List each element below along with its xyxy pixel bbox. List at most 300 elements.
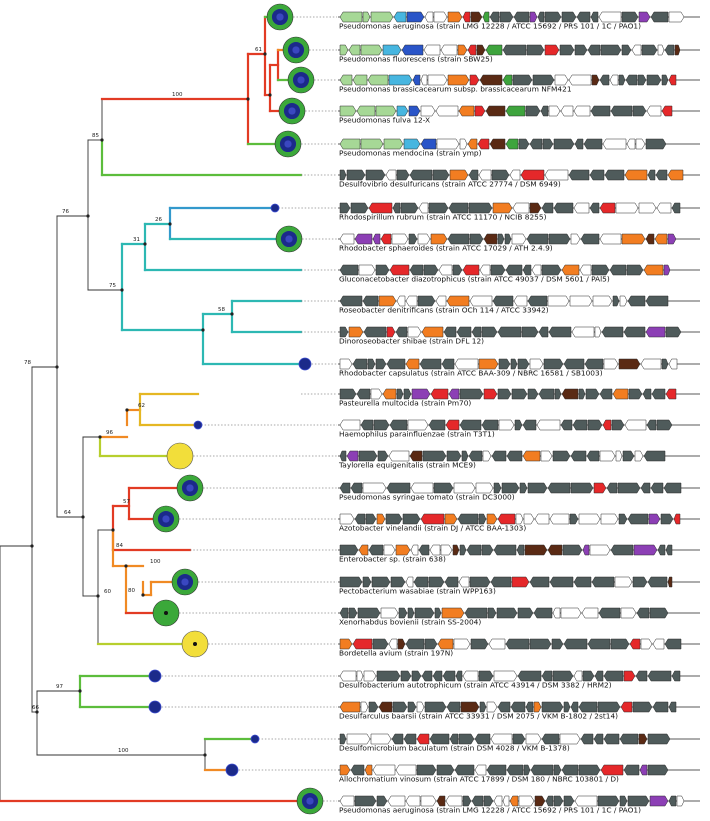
gene-arrow <box>347 170 365 180</box>
gene-arrow <box>425 639 437 649</box>
gene-arrow <box>408 420 428 430</box>
support-value: 58 <box>218 307 225 313</box>
support-value: 57 <box>123 499 130 505</box>
internal-node <box>230 312 233 315</box>
taxon-label: Pseudomonas mendocina (strain ymp) <box>339 148 482 158</box>
gene-arrow <box>417 765 436 775</box>
gene-track <box>338 608 700 618</box>
gene-arrow <box>374 420 389 430</box>
gene-arrow <box>498 702 510 712</box>
gene-arrow <box>340 702 360 712</box>
gene-arrow <box>629 389 642 399</box>
gene-arrow <box>442 608 464 618</box>
gene-arrow <box>518 671 541 681</box>
gene-arrow <box>561 608 581 618</box>
gene-arrow <box>442 359 454 369</box>
gene-arrow <box>468 45 476 55</box>
gene-arrow <box>533 75 554 85</box>
gene-arrow <box>376 106 396 116</box>
gene-arrow <box>406 577 413 587</box>
gene-arrow <box>593 296 612 306</box>
gene-arrow <box>619 359 640 369</box>
gene-arrow <box>491 265 505 275</box>
gene-arrow <box>493 203 512 213</box>
gene-arrow <box>376 359 386 369</box>
marker-core <box>276 13 283 20</box>
gene-arrow <box>675 45 680 55</box>
gene-arrow <box>486 45 502 55</box>
gene-arrow <box>522 327 538 337</box>
gene-arrow <box>340 139 360 149</box>
marker-core <box>288 107 295 114</box>
gene-arrow <box>601 45 621 55</box>
taxon-label: Azotobacter vinelandii (strain DJ / ATCC BAA-1303) <box>339 523 527 533</box>
gene-arrow <box>460 545 466 555</box>
gene-arrow <box>408 702 416 712</box>
marker-core <box>285 235 292 242</box>
gene-arrow <box>523 420 536 430</box>
gene-track <box>338 265 700 275</box>
gene-arrow <box>530 12 537 22</box>
gene-arrow <box>516 514 523 524</box>
gene-track <box>338 796 700 806</box>
gene-arrow <box>604 671 623 681</box>
gene-arrow <box>421 139 436 149</box>
marker-core <box>284 140 291 147</box>
taxon-label: Rhodobacter sphaeroides (strain ATCC 17029 / ATH 2.4.9) <box>339 243 553 253</box>
gene-arrow <box>510 796 518 806</box>
gene-arrow <box>618 483 640 493</box>
gene-arrow <box>641 359 661 369</box>
gene-arrow <box>410 170 432 180</box>
internal-node <box>111 528 114 531</box>
taxon-label: Enterobacter sp. (strain 638) <box>339 554 446 564</box>
gene-arrow <box>455 765 474 775</box>
gene-arrow <box>479 359 498 369</box>
gene-arrow <box>411 545 418 555</box>
gene-track <box>338 170 700 180</box>
gene-arrow <box>349 45 360 55</box>
gene-arrow <box>594 483 606 493</box>
gene-arrow <box>351 203 368 213</box>
gene-arrow <box>646 139 666 149</box>
gene-arrow <box>366 514 376 524</box>
gene-arrow <box>351 765 364 775</box>
gene-arrow <box>471 639 488 649</box>
gene-arrow <box>562 765 578 775</box>
gene-arrow <box>571 702 578 712</box>
taxon-label: Pseudomonas fluorescens (strain SBW25) <box>339 54 493 64</box>
gene-arrow <box>368 359 375 369</box>
gene-arrow <box>357 671 363 681</box>
gene-arrow <box>465 608 487 618</box>
gene-arrow <box>530 577 549 587</box>
gene-arrow <box>524 765 530 775</box>
gene-arrow <box>599 608 620 618</box>
gene-arrow <box>528 389 538 399</box>
gene-arrow <box>550 514 569 524</box>
gene-arrow <box>669 359 677 369</box>
gene-arrow <box>564 796 574 806</box>
gene-track <box>338 420 700 430</box>
gene-arrow <box>564 702 570 712</box>
gene-arrow <box>453 265 462 275</box>
gene-arrow <box>379 702 392 712</box>
marker-outer <box>251 735 259 743</box>
gene-arrow <box>554 139 574 149</box>
gene-arrow <box>349 608 357 618</box>
gene-arrow <box>554 796 563 806</box>
gene-arrow <box>390 420 407 430</box>
gene-arrow <box>570 296 592 306</box>
gene-arrow <box>644 265 663 275</box>
gene-arrow <box>594 734 603 744</box>
gene-arrow <box>571 234 580 244</box>
gene-arrow <box>612 420 624 430</box>
internal-node <box>86 214 89 217</box>
gene-arrow <box>613 296 619 306</box>
gene-arrow <box>569 170 589 180</box>
gene-arrow <box>666 327 681 337</box>
gene-arrow <box>561 106 573 116</box>
marker-outer <box>299 358 311 370</box>
gene-track <box>338 639 700 649</box>
support-value: 100 <box>118 748 129 754</box>
gene-arrow <box>410 451 422 461</box>
gene-arrow <box>428 75 447 85</box>
gene-arrow <box>463 796 471 806</box>
gene-arrow <box>377 514 385 524</box>
gene-arrow <box>611 545 633 555</box>
gene-arrow <box>396 765 416 775</box>
gene-arrow <box>570 514 578 524</box>
gene-arrow <box>580 265 591 275</box>
gene-arrow <box>340 75 352 85</box>
gene-arrow <box>662 106 672 116</box>
gene-arrow <box>406 796 420 806</box>
gene-arrow <box>498 514 515 524</box>
gene-arrow <box>647 106 661 116</box>
gene-arrow <box>373 765 395 775</box>
gene-arrow <box>672 671 680 681</box>
gene-arrow <box>512 577 529 587</box>
support-value: 80 <box>128 588 135 594</box>
gene-arrow <box>635 451 643 461</box>
gene-arrow <box>544 359 563 369</box>
gene-arrow <box>403 514 420 524</box>
gene-track <box>338 296 700 306</box>
gene-track <box>338 451 700 461</box>
gene-arrow <box>620 796 627 806</box>
gene-arrow <box>598 702 620 712</box>
gene-arrow <box>353 359 367 369</box>
gene-arrow <box>340 296 362 306</box>
gene-arrow <box>672 203 680 213</box>
gene-arrow <box>479 170 491 180</box>
gene-arrow <box>539 327 548 337</box>
gene-arrow <box>506 106 525 116</box>
gene-arrow <box>668 170 683 180</box>
gene-arrow <box>535 514 549 524</box>
gene-arrow <box>590 170 604 180</box>
taxon-label: Pectobacterium wasabiae (strain WPP163) <box>339 586 496 596</box>
gene-arrow <box>564 359 584 369</box>
marker-core <box>186 484 193 491</box>
gene-arrow <box>361 420 373 430</box>
gene-arrow <box>507 765 523 775</box>
leader-lines <box>155 17 337 801</box>
gene-arrow <box>650 796 668 806</box>
gene-arrow <box>513 203 529 213</box>
gene-arrow <box>390 265 409 275</box>
gene-arrow <box>651 12 668 22</box>
gene-arrow <box>581 234 599 244</box>
gene-arrow <box>340 483 350 493</box>
taxon-label: Desulfomicrobium baculatum (strain DSM 4028 / VKM B-1378) <box>339 743 570 753</box>
gene-arrow <box>669 75 676 85</box>
internal-node <box>141 593 144 596</box>
gene-arrow <box>527 45 544 55</box>
gene-arrow <box>628 514 648 524</box>
marker-core <box>181 578 188 585</box>
gene-arrow <box>655 234 667 244</box>
gene-arrow <box>369 545 383 555</box>
gene-arrow <box>653 639 664 649</box>
gene-arrow <box>640 765 647 775</box>
gene-arrow <box>436 296 446 306</box>
gene-arrow <box>404 139 420 149</box>
gene-arrow <box>357 389 370 399</box>
support-values <box>24 47 262 754</box>
gene-arrow <box>459 106 474 116</box>
gene-arrow <box>340 420 360 430</box>
internal-node <box>124 564 127 567</box>
gene-arrow <box>628 796 649 806</box>
gene-arrow <box>494 483 501 493</box>
gene-arrow <box>393 702 407 712</box>
gene-arrow <box>413 75 420 85</box>
gene-arrow <box>600 451 615 461</box>
taxon-label: Pseudomonas syringae tomato (strain DC3000) <box>339 492 515 502</box>
gene-arrow <box>554 203 573 213</box>
gene-arrow <box>638 75 646 85</box>
gene-arrow <box>377 796 387 806</box>
gene-arrow <box>407 12 424 22</box>
taxon-label: Desulfovibrio desulfuricans (strain ATCC 27774 / DSM 6949) <box>339 179 561 189</box>
internal-node <box>78 689 81 692</box>
gene-arrow <box>590 203 599 213</box>
gene-arrow <box>448 75 469 85</box>
gene-track <box>338 734 700 744</box>
gene-arrow <box>363 12 370 22</box>
gene-arrow <box>600 75 609 85</box>
gene-arrow <box>359 451 377 461</box>
marker-outer <box>271 204 279 212</box>
gene-arrow <box>418 296 435 306</box>
gene-arrow <box>615 577 632 587</box>
gene-arrow <box>579 514 600 524</box>
gene-arrow <box>381 608 398 618</box>
gene-arrow <box>656 170 667 180</box>
taxon-label: Roseobacter denitrificans (strain OCh 114 / ATCC 33942) <box>339 305 549 315</box>
gene-arrow <box>421 514 444 524</box>
gene-arrow <box>472 796 483 806</box>
gene-arrow <box>517 545 524 555</box>
gene-arrow <box>662 75 668 85</box>
gene-arrow <box>603 139 626 149</box>
gene-arrow <box>406 639 424 649</box>
gene-arrow <box>605 170 624 180</box>
gene-arrow <box>497 608 517 618</box>
internal-node <box>96 594 99 597</box>
taxon-label: Rhodobacter capsulatus (strain ATCC BAA-309 / NBRC 16581 / SB1003) <box>339 368 603 378</box>
gene-arrow <box>388 796 405 806</box>
gene-arrow <box>592 75 599 85</box>
gene-arrow <box>415 608 434 618</box>
gene-arrow <box>560 45 574 55</box>
gene-arrow <box>419 545 429 555</box>
gene-arrow <box>386 514 402 524</box>
gene-arrow <box>591 106 610 116</box>
gene-arrow <box>491 734 512 744</box>
gene-arrow <box>463 265 479 275</box>
gene-arrow <box>545 170 568 180</box>
gene-arrow <box>453 545 459 555</box>
gene-arrow <box>340 765 350 775</box>
gene-arrow <box>602 327 623 337</box>
support-value: 76 <box>62 209 69 215</box>
gene-arrow <box>498 327 521 337</box>
gene-arrow <box>632 45 641 55</box>
gene-arrow <box>397 389 403 399</box>
gene-arrow <box>653 702 668 712</box>
gene-arrow <box>418 234 430 244</box>
gene-arrow <box>530 203 541 213</box>
gene-arrow <box>572 327 594 337</box>
gene-arrow <box>648 734 670 744</box>
gene-arrow <box>372 577 390 587</box>
gene-arrow <box>409 234 417 244</box>
gene-track <box>338 234 700 244</box>
gene-arrow <box>657 420 672 430</box>
gene-arrow <box>493 296 513 306</box>
gene-arrow <box>646 296 668 306</box>
gene-arrow <box>353 75 367 85</box>
gene-arrow <box>470 577 490 587</box>
gene-arrow <box>376 265 389 275</box>
gene-arrow <box>641 483 650 493</box>
gene-arrow <box>387 327 395 337</box>
gene-arrow <box>507 451 522 461</box>
support-value: 100 <box>172 92 183 98</box>
gene-arrow <box>429 203 448 213</box>
gene-arrow <box>574 671 582 681</box>
gene-arrow <box>340 265 358 275</box>
gene-arrow <box>604 734 619 744</box>
gene-arrow <box>600 203 615 213</box>
gene-arrow <box>371 12 393 22</box>
gene-arrow <box>434 12 447 22</box>
gene-arrow <box>668 577 672 587</box>
gene-track <box>338 702 700 712</box>
gene-arrow <box>373 234 380 244</box>
gene-arrow <box>475 106 485 116</box>
support-value: 78 <box>24 360 31 366</box>
gene-arrow <box>548 296 569 306</box>
gene-arrow <box>542 671 552 681</box>
gene-arrow <box>669 702 676 712</box>
gene-arrow <box>646 327 665 337</box>
gene-arrow <box>355 514 365 524</box>
gene-arrow <box>591 12 598 22</box>
gene-arrow <box>409 106 420 116</box>
gene-arrow <box>406 296 417 306</box>
gene-arrow <box>542 702 563 712</box>
gene-arrow <box>619 75 625 85</box>
taxon-label: Desulfarculus baarsii (strain ATCC 33931 / DSM 2075 / VKM B-1802 / 2st14) <box>339 711 619 721</box>
gene-arrow <box>616 451 622 461</box>
gene-arrow <box>340 45 348 55</box>
gene-arrow <box>500 12 513 22</box>
gene-arrow <box>505 234 511 244</box>
gene-arrow <box>429 577 444 587</box>
taxon-label: Haemophilus parainfluenzae (strain T3T1) <box>339 429 495 439</box>
gene-arrow <box>610 265 626 275</box>
gene-arrow <box>488 608 496 618</box>
gene-arrow <box>548 545 562 555</box>
gene-track <box>338 106 700 116</box>
gene-track <box>338 45 700 55</box>
gene-arrow <box>637 608 649 618</box>
gene-arrow <box>619 514 627 524</box>
gene-arrow <box>492 451 506 461</box>
gene-arrow <box>349 327 363 337</box>
gene-arrow <box>371 734 391 744</box>
taxon-label: Dinoroseobacter shibae (strain DFL 12) <box>339 336 485 346</box>
marker-core <box>306 797 313 804</box>
taxon-label: Allochromatium vinosum (strain ATCC 17899 / DSM 180 / NBRC 103801 / D) <box>339 774 619 784</box>
gene-arrow <box>620 734 638 744</box>
gene-arrow <box>347 451 358 461</box>
gene-arrow <box>530 359 543 369</box>
gene-arrow <box>503 45 526 55</box>
internal-node <box>55 365 58 368</box>
gene-arrow <box>584 139 602 149</box>
gene-arrow <box>541 451 552 461</box>
gene-arrow <box>447 296 469 306</box>
gene-arrow <box>668 234 676 244</box>
gene-arrow <box>542 734 559 744</box>
gene-track <box>338 389 700 399</box>
gene-arrow <box>437 139 459 149</box>
gene-arrow <box>549 234 570 244</box>
gene-arrow <box>487 702 497 712</box>
gene-arrow <box>583 545 589 555</box>
gene-arrow <box>636 671 647 681</box>
gene-arrow <box>646 234 654 244</box>
gene-arrow <box>549 327 571 337</box>
gene-arrow <box>404 389 411 399</box>
gene-arrow <box>613 389 628 399</box>
gene-arrow <box>513 734 525 744</box>
gene-arrow <box>483 451 491 461</box>
gene-track <box>338 577 700 587</box>
gene-arrow <box>402 45 423 55</box>
gene-arrow <box>479 671 493 681</box>
gene-arrow <box>526 702 533 712</box>
gene-arrow <box>364 327 386 337</box>
gene-arrow <box>510 170 520 180</box>
